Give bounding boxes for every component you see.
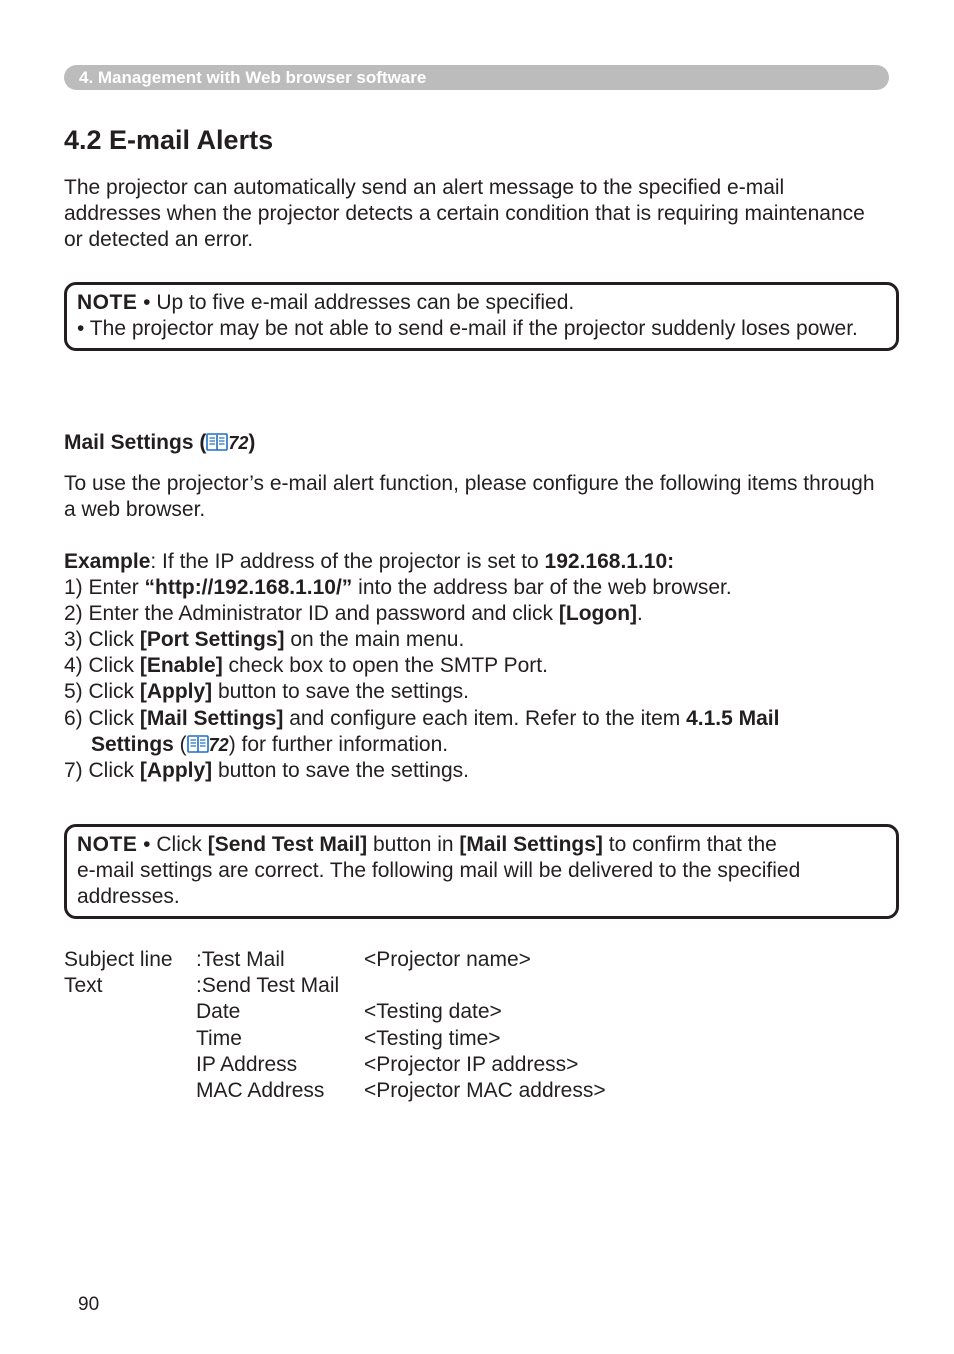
note-text-2: • The projector may be not able to send e-mail if the projector suddenly loses power. [77, 317, 858, 340]
table-row: Date <Testing date> [196, 1000, 502, 1023]
step-2: 2) Enter the Administrator ID and password and click [Logon]. [64, 602, 643, 625]
table-row: Time <Testing time> [196, 1027, 501, 1050]
section-header-text: 4. Management with Web browser software [79, 68, 427, 87]
note-text-1: • Up to five e-mail addresses can be specified. [137, 291, 575, 314]
page-title: 4.2 E-mail Alerts [64, 125, 274, 155]
note-label: NOTE [77, 291, 138, 314]
step-1: 1) Enter “http://192.168.1.10/” into the address bar of the web browser. [64, 576, 732, 599]
example-line: Example: If the IP address of the projector is set to 192.168.1.10: [64, 550, 675, 573]
intro-paragraph: The projector can automatically send an alert message to the specified e-mail addresses when the projector detects a certain condition that is requiring maintenance or detected an error. [64, 176, 865, 251]
table-row: IP Address <Projector IP address> [196, 1053, 579, 1076]
step-4: 4) Click [Enable] check box to open the SMTP Port. [64, 654, 548, 677]
mail-settings-heading: Mail Settings ( 72) [64, 431, 256, 454]
table-row: Subject line :Test Mail <Projector name> [64, 948, 531, 971]
page-reference[interactable]: 72 [228, 433, 249, 453]
mail-settings-description: To use the projector’s e-mail alert function, please configure the following items through a web browser. [64, 472, 875, 521]
step-3: 3) Click [Port Settings] on the main menu. [64, 628, 465, 651]
note-box-2: NOTE • Click [Send Test Mail] button in [Mail Settings] to confirm that the e-mail settings are correct. The following mail will be delivered to the specified addresses. [64, 824, 899, 919]
book-reference-icon [187, 735, 209, 753]
note-label: NOTE [77, 833, 138, 856]
page-reference[interactable]: 72 [208, 735, 229, 755]
step-6-continued: Settings ( 72) for further information. [91, 733, 449, 756]
step-6: 6) Click [Mail Settings] and configure each item. Refer to the item 4.1.5 Mail [64, 707, 780, 730]
section-header-bar [64, 65, 889, 90]
note-box-1 [64, 282, 899, 351]
step-7: 7) Click [Apply] button to save the settings. [64, 759, 470, 782]
table-row: Text :Send Test Mail [64, 974, 340, 997]
table-row: MAC Address <Projector MAC address> [196, 1079, 606, 1102]
book-reference-icon [206, 433, 228, 451]
step-5: 5) Click [Apply] button to save the settings. [64, 680, 470, 703]
page-number: 90 [78, 1294, 100, 1315]
